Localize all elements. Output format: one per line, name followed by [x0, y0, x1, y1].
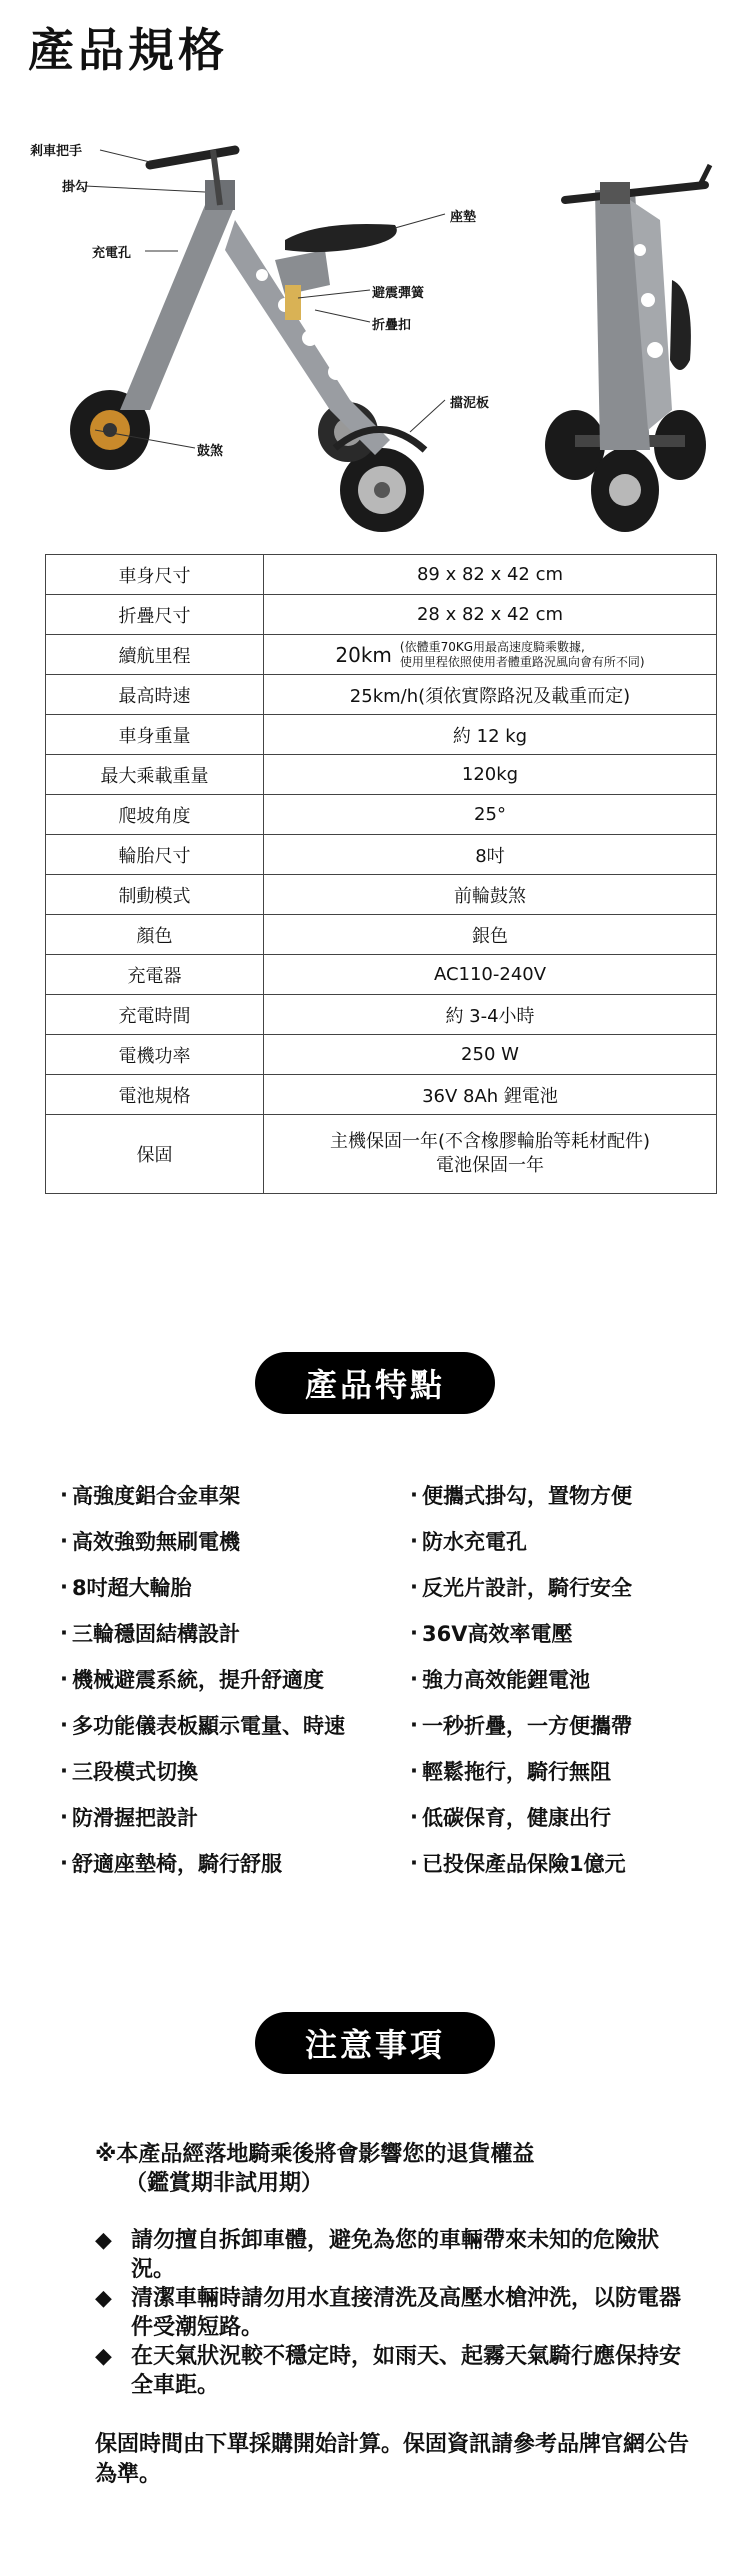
feature-text: 高強度鋁合金車架	[71, 1484, 240, 1508]
bullet-dot: ·	[410, 1759, 418, 1783]
spec-value: 25km/h(須依實際路況及載重而定)	[264, 675, 717, 715]
bullet-dot: ·	[60, 1805, 68, 1829]
spec-value: 36V 8Ah 鋰電池	[264, 1075, 717, 1115]
range-note-line-2: 使用里程依照使用者體重路況風向會有所不同)	[399, 654, 645, 669]
spec-label: 車身尺寸	[46, 555, 264, 595]
spec-value: 銀色	[264, 915, 717, 955]
spec-row	[46, 555, 717, 595]
spec-label: 車身重量	[46, 715, 264, 755]
range-note	[400, 640, 645, 670]
feature-item	[410, 1472, 700, 1518]
feature-item	[410, 1840, 700, 1886]
feature-text: 低碳保育，健康出行	[421, 1806, 611, 1830]
features-heading: 產品特點	[255, 1352, 495, 1414]
feature-list	[60, 1472, 700, 1886]
feature-text: 多功能儀表板顯示電量、時速	[71, 1714, 345, 1738]
callout-fender: 擋泥板	[450, 396, 490, 411]
feature-item	[60, 1656, 410, 1702]
bullet-dot: ·	[410, 1529, 418, 1553]
range-value: 20km	[335, 642, 392, 667]
feature-item	[60, 1748, 410, 1794]
spec-value	[264, 635, 717, 675]
bullet-dot: ·	[60, 1851, 68, 1875]
warranty-line-1: 主機保固一年(不含橡膠輪胎等耗材配件)	[329, 1131, 651, 1152]
spec-value: 120kg	[264, 755, 717, 795]
notes-section	[95, 2140, 695, 2512]
callout-folding-buckle: 折疊扣	[372, 318, 412, 333]
feature-text: 已投保產品保險1億元	[421, 1852, 626, 1876]
bullet-dot: ·	[410, 1667, 418, 1691]
spec-row	[46, 995, 717, 1035]
bullet-dot: ·	[410, 1805, 418, 1829]
spec-row	[46, 795, 717, 835]
bullet-dot: ·	[60, 1713, 68, 1737]
feature-item	[410, 1656, 700, 1702]
diamond-bullet-icon: ◆	[95, 2228, 112, 2253]
bullet-dot: ·	[60, 1667, 68, 1691]
feature-item	[60, 1518, 410, 1564]
spec-label: 爬坡角度	[46, 795, 264, 835]
feature-text: 機械避震系統，提升舒適度	[71, 1668, 324, 1692]
feature-text: 防水充電孔	[421, 1530, 527, 1554]
feature-text: 高效強勁無刷電機	[71, 1530, 240, 1554]
spec-value: AC110-240V	[264, 955, 717, 995]
bullet-dot: ·	[60, 1483, 68, 1507]
spec-label: 續航里程	[46, 635, 264, 675]
return-warning-line-1: ※本產品經落地騎乘後將會影響您的退貨權益	[95, 2142, 535, 2167]
notes-list	[95, 2226, 695, 2400]
spec-row	[46, 835, 717, 875]
notes-text: 清潔車輛時請勿用水直接清洗及高壓水槍沖洗，以防電器件受潮短路。	[131, 2286, 682, 2340]
diamond-bullet-icon: ◆	[95, 2286, 112, 2311]
spec-label: 充電時間	[46, 995, 264, 1035]
spec-row	[46, 955, 717, 995]
spec-row	[46, 875, 717, 915]
spec-row	[46, 915, 717, 955]
notes-item	[95, 2226, 695, 2284]
spec-value: 8吋	[264, 835, 717, 875]
spec-row	[46, 1075, 717, 1115]
feature-item	[60, 1610, 410, 1656]
spec-value: 28 x 82 x 42 cm	[264, 595, 717, 635]
bullet-dot: ·	[60, 1575, 68, 1599]
feature-text: 強力高效能鋰電池	[421, 1668, 590, 1692]
callout-brake-lever: 剎車把手	[30, 144, 83, 159]
spec-label: 折疊尺寸	[46, 595, 264, 635]
feature-text: 8吋超大輪胎	[71, 1576, 192, 1600]
callout-drum-brake: 鼓煞	[197, 444, 224, 459]
return-warning	[95, 2140, 695, 2198]
feature-text: 便攜式掛勾，置物方便	[421, 1484, 632, 1508]
spec-label: 電機功率	[46, 1035, 264, 1075]
bullet-dot: ·	[410, 1575, 418, 1599]
bullet-dot: ·	[410, 1483, 418, 1507]
spec-row	[46, 675, 717, 715]
bullet-dot: ·	[410, 1621, 418, 1645]
feature-text: 輕鬆拖行，騎行無阻	[421, 1760, 611, 1784]
range-note-line-1: (依體重70KG用最高速度騎乘數據,	[399, 639, 585, 654]
spec-row	[46, 1115, 717, 1194]
feature-item	[60, 1794, 410, 1840]
feature-text: 36V高效率電壓	[421, 1622, 573, 1646]
feature-text: 一秒折疊，一方便攜帶	[421, 1714, 632, 1738]
feature-item	[60, 1564, 410, 1610]
feature-item	[60, 1702, 410, 1748]
callout-charging-port: 充電孔	[92, 246, 132, 261]
spec-value: 250 W	[264, 1035, 717, 1075]
spec-value: 約 12 kg	[264, 715, 717, 755]
spec-value: 89 x 82 x 42 cm	[264, 555, 717, 595]
feature-item	[410, 1518, 700, 1564]
feature-item	[410, 1610, 700, 1656]
feature-item	[60, 1472, 410, 1518]
bullet-dot: ·	[60, 1529, 68, 1553]
spec-label: 保固	[46, 1115, 264, 1194]
notes-heading: 注意事項	[255, 2012, 495, 2074]
feature-item	[60, 1840, 410, 1886]
callout-shock-spring: 避震彈簧	[372, 286, 425, 301]
spec-label: 充電器	[46, 955, 264, 995]
feature-text: 反光片設計，騎行安全	[421, 1576, 632, 1600]
feature-item	[410, 1794, 700, 1840]
feature-text: 舒適座墊椅，騎行舒服	[71, 1852, 282, 1876]
spec-label: 顏色	[46, 915, 264, 955]
warranty-footnote: 保固時間由下單採購開始計算。保固資訊請參考品牌官網公告為準。	[95, 2432, 690, 2487]
product-figure	[0, 110, 750, 540]
spec-label: 輪胎尺寸	[46, 835, 264, 875]
feature-item	[410, 1702, 700, 1748]
feature-text: 三段模式切換	[71, 1760, 198, 1784]
notes-text: 在天氣狀況較不穩定時，如雨天、起霧天氣騎行應保持安全車距。	[131, 2344, 682, 2398]
bullet-dot: ·	[410, 1851, 418, 1875]
spec-table	[45, 554, 717, 1194]
notes-text: 請勿擅自拆卸車體，避免為您的車輛帶來未知的危險狀況。	[131, 2228, 660, 2282]
spec-row	[46, 1035, 717, 1075]
feature-item	[410, 1564, 700, 1610]
scooter-rear-view	[545, 165, 710, 532]
page-title: 產品規格	[28, 23, 228, 77]
spec-value: 前輪鼓煞	[264, 875, 717, 915]
spec-label: 制動模式	[46, 875, 264, 915]
feature-item	[410, 1748, 700, 1794]
spec-row	[46, 595, 717, 635]
spec-value	[264, 1115, 717, 1194]
spec-label: 最大乘載重量	[46, 755, 264, 795]
spec-value: 25°	[264, 795, 717, 835]
return-warning-line-2: （鑑賞期非試用期）	[125, 2171, 324, 2196]
warranty-line-2: 電池保固一年	[436, 1155, 544, 1176]
feature-text: 三輪穩固結構設計	[71, 1622, 240, 1646]
notes-item	[95, 2284, 695, 2342]
callout-seat: 座墊	[450, 210, 477, 225]
callout-hook: 掛勾	[62, 180, 89, 195]
spec-row	[46, 755, 717, 795]
feature-text: 防滑握把設計	[71, 1806, 198, 1830]
spec-label: 最高時速	[46, 675, 264, 715]
spec-label: 電池規格	[46, 1075, 264, 1115]
spec-row	[46, 635, 717, 675]
bullet-dot: ·	[60, 1759, 68, 1783]
diamond-bullet-icon: ◆	[95, 2344, 112, 2369]
bullet-dot: ·	[410, 1713, 418, 1737]
scooter-side-view	[70, 150, 425, 532]
notes-item	[95, 2342, 695, 2400]
spec-row	[46, 715, 717, 755]
bullet-dot: ·	[60, 1621, 68, 1645]
spec-value: 約 3-4小時	[264, 995, 717, 1035]
